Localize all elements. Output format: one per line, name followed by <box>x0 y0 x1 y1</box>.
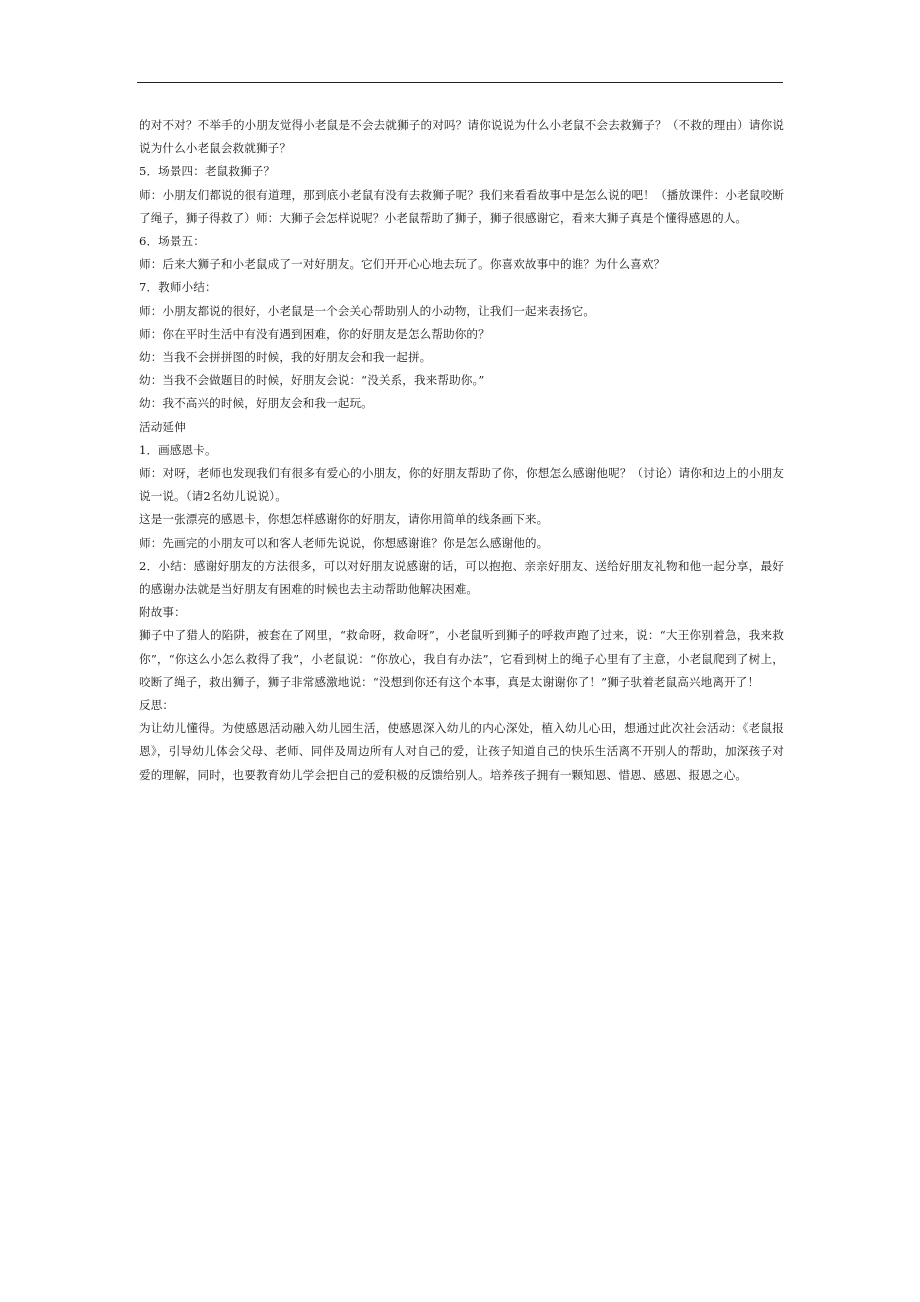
paragraph-summary-2: 2．小结：感谢好朋友的方法很多，可以对好朋友说感谢的话，可以抱抱、亲亲好朋友、送给好朋友礼物和他一起分享，最好的感谢办法就是当好朋友有困难的时候也去主动帮助他解决困难。 <box>139 558 784 597</box>
paragraph-card-drawing: 这是一张漂亮的感恩卡，你想怎样感谢你的好朋友，请你用简单的线条画下来。 <box>139 512 549 527</box>
paragraph-teacher-question: 师：你在平时生活中有没有遇到困难，你的好朋友是怎么帮助你的？ <box>139 326 490 341</box>
paragraph-mouse-rescue: 师：小朋友们都说的很有道理，那到底小老鼠有没有去救狮子呢？我们来看看故事中是怎么说的吧！（播放课件：小老鼠咬断了绳子，狮子得救了）师：大狮子会怎样说呢？小老鼠帮助了狮子，狮子很感谢它，看来大狮子真是个懂得感恩的人。 <box>139 187 784 225</box>
paragraph-reflection: 为让幼儿懂得。为使感恩活动融入幼儿园生活，使感恩深入幼儿的内心深处，植入幼儿心田，想通过此次社会活动：《老鼠报恩》，引导幼儿体会父母、老师、同伴及周边所有人对自己的爱，让孩子知道自己的快乐生活离不开别人的帮助，加深孩子对爱的理解，同时，也要教育幼儿学会把自己的爱积极的反馈给别人。培养孩子拥有一颗知恩、惜恩、感恩、报恩之心。 <box>139 721 784 782</box>
paragraph-story: 狮子中了猎人的陷阱，被套在了网里，“救命呀，救命呀”，小老鼠听到狮子的呼救声跑了过来，说：“大王你别着急，我来救你”，“你这么小怎么救得了我”，小老鼠说：“你放心，我自有办法”，它看到树上的绳子心里有了主意，小老鼠爬到了树上，咬断了绳子，救出狮子，狮子非常感激地说：“没想到你还有这个本事，真是太谢谢你了！”狮子驮着老鼠高兴地离开了！ <box>139 628 784 689</box>
paragraph-share-first: 师：先画完的小朋友可以和客人老师先说说，你想感谢谁？你是怎么感谢他的。 <box>139 535 549 550</box>
paragraph-child-answer-3: 幼：我不高兴的时候，好朋友会和我一起玩。 <box>139 396 373 411</box>
header-rule <box>137 82 783 83</box>
heading-appendix-story: 附故事： <box>139 605 186 620</box>
paragraph-why-mouse: 的对不对？不举手的小朋友觉得小老鼠是不会去就狮子的对吗？请你说说为什么小老鼠不会去救狮子？（不救的理由）请你说说为什么小老鼠会救就狮子？ <box>139 118 784 156</box>
document-body <box>139 114 784 787</box>
paragraph-discuss-thanks: 师：对呀，老师也发现我们有很多有爱心的小朋友，你的好朋友帮助了你，你想怎么感谢他呢？（讨论）请你和边上的小朋友说一说。（请2名幼儿说说）。 <box>139 466 784 504</box>
paragraph-child-answer-2: 幼：当我不会做题目的时候，好朋友会说：“没关系，我来帮助你。” <box>139 373 485 388</box>
paragraph-child-answer-1: 幼：当我不会拼拼图的时候，我的好朋友会和我一起拼。 <box>139 350 432 365</box>
heading-scene-4: 5．场景四：老鼠救狮子？ <box>139 164 276 179</box>
paragraph-teacher-praise: 师：小朋友都说的很好，小老鼠是一个会关心帮助别人的小动物，让我们一起来表扬它。 <box>139 303 596 318</box>
heading-reflection: 反思： <box>139 698 175 713</box>
heading-scene-5: 6．场景五： <box>139 234 205 249</box>
heading-draw-card: 1．画感恩卡。 <box>139 442 217 457</box>
heading-teacher-summary: 7．教师小结： <box>139 280 217 295</box>
heading-activity-extension: 活动延伸 <box>139 419 186 434</box>
paragraph-friends: 师：后来大狮子和小老鼠成了一对好朋友。它们开开心心地去玩了。你喜欢故事中的谁？为什么喜欢？ <box>139 257 666 272</box>
